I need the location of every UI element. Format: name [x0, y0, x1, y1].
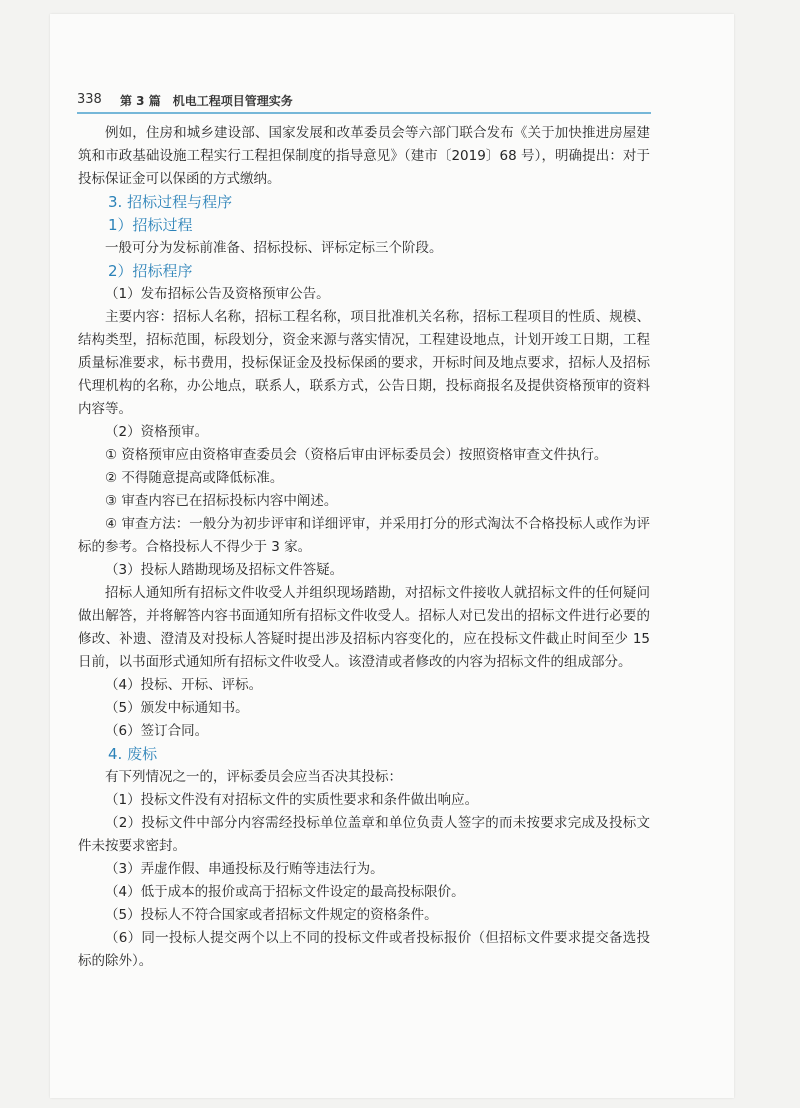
page-body [78, 122, 650, 973]
subsection-2-heading: 2）招标程序 [108, 262, 193, 280]
step-3-detail: 招标人通知所有招标文件收受人并组织现场踏勘，对招标文件接收人就招标文件的任何疑问做出解答，并将解答内容书面通知所有招标文件收受人。招标人对已发出的招标文件进行必要的修改、补遗、澄清及对投标人答疑时提出涉及招标内容变化的，应在投标文件截止时间至少 15 日前，以书面形式通知所有招标文件收受人。该澄清或者修改的内容为招标文件的组成部分。 [78, 585, 650, 670]
page-number: 338 [77, 92, 102, 107]
subsection-1-heading: 1）招标过程 [108, 216, 193, 234]
step-5: （5）颁发中标通知书。 [105, 700, 249, 716]
section-3-heading: 3. 招标过程与程序 [108, 193, 233, 211]
step-2-item-1: ① 资格预审应由资格审查委员会（资格后审由评标委员会）按照资格审查文件执行。 [105, 447, 608, 463]
reject-item-5: （5）投标人不符合国家或者招标文件规定的资格条件。 [105, 907, 438, 923]
step-1-detail: 主要内容：招标人名称，招标工程名称，项目批准机关名称，招标工程项目的性质、规模、结构类型，招标范围，标段划分，资金来源与落实情况，工程建设地点，计划开竣工日期，工程质量标准要求，标书费用，投标保证金及投标保函的要求，开标时间及地点要求，招标人及招标代理机构的名称，办公地点，联系人，联系方式，公告日期，投标商报名及提供资格预审的资料内容等。 [78, 309, 650, 417]
reject-item-3: （3）弄虚作假、串通投标及行贿等违法行为。 [105, 861, 384, 877]
step-6: （6）签订合同。 [105, 723, 209, 739]
section-4-intro: 有下列情况之一的，评标委员会应当否决其投标： [105, 769, 402, 785]
step-2-item-2: ② 不得随意提高或降低标准。 [105, 470, 284, 486]
reject-item-6: （6）同一投标人提交两个以上不同的投标文件或者投标报价（但招标文件要求提交备选投标的除外）。 [78, 930, 650, 969]
step-2-item-4: ④ 审查方法：一般分为初步评审和详细评审，并采用打分的形式淘汰不合格投标人或作为评标的参考。合格投标人不得少于 3 家。 [78, 516, 650, 555]
step-3: （3）投标人踏勘现场及招标文件答疑。 [105, 562, 344, 578]
section-4-heading: 4. 废标 [108, 745, 158, 763]
part-title: 第 3 篇 机电工程项目管理实务 [120, 94, 293, 108]
step-2: （2）资格预审。 [105, 424, 209, 440]
subsection-1-text: 一般可分为发标前准备、招标投标、评标定标三个阶段。 [105, 240, 443, 256]
reject-item-2: （2）投标文件中部分内容需经投标单位盖章和单位负责人签字的而未按要求完成及投标文件未按要求密封。 [78, 815, 650, 854]
page-header [77, 91, 651, 111]
reject-item-4: （4）低于成本的报价或高于招标文件设定的最高投标限价。 [105, 884, 465, 900]
intro-paragraph: 例如，住房和城乡建设部、国家发展和改革委员会等六部门联合发布《关于加快推进房屋建筑和市政基础设施工程实行工程担保制度的指导意见》（建市〔2019〕68 号），明确提出：对于投标保证金可以保函的方式缴纳。 [78, 125, 650, 187]
step-4: （4）投标、开标、评标。 [105, 677, 263, 693]
reject-item-1: （1）投标文件没有对招标文件的实质性要求和条件做出响应。 [105, 792, 479, 808]
step-2-item-3: ③ 审查内容已在招标投标内容中阐述。 [105, 493, 338, 509]
step-1: （1）发布招标公告及资格预审公告。 [105, 286, 330, 302]
header-divider [77, 112, 651, 114]
